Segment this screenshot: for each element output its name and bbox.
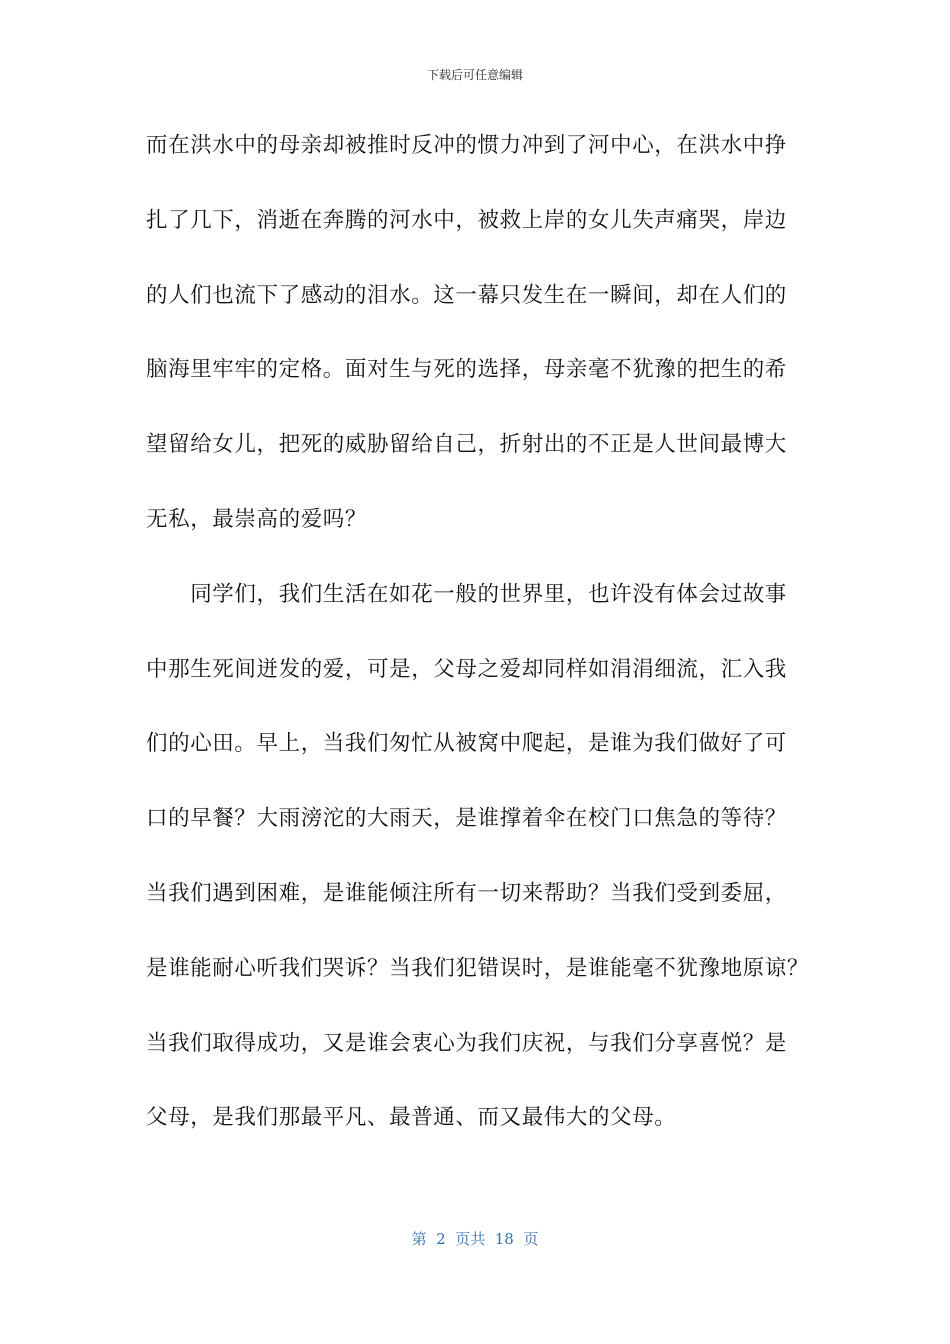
- text-line: 脑海里牢牢的定格。面对生与死的选择，母亲毫不犹豫的把生的希: [146, 357, 787, 383]
- text-line: 当我们遇到困难，是谁能倾注所有一切来帮助？当我们受到委屈，: [146, 880, 787, 906]
- text-line: 扎了几下，消逝在奔腾的河水中，被救上岸的女儿失声痛哭，岸边: [146, 207, 787, 233]
- text-line: 中那生死间迸发的爱，可是，父母之爱却同样如涓涓细流，汇入我: [146, 656, 787, 682]
- page-number-footer: 第 2 页共 18 页: [411, 1230, 539, 1248]
- text-line: 口的早餐？大雨滂沱的大雨天，是谁撑着伞在校门口焦急的等待？: [146, 806, 787, 832]
- document-body: [146, 126, 810, 1173]
- text-line: 的人们也流下了感动的泪水。这一幕只发生在一瞬间，却在人们的: [146, 282, 787, 308]
- page-header: 下载后可任意编辑: [426, 68, 523, 82]
- text-line: 父母，是我们那最平凡、最普通、而又最伟大的父母。: [146, 1105, 677, 1131]
- text-line: 而在洪水中的母亲却被推时反冲的惯力冲到了河中心，在洪水中挣: [146, 133, 787, 158]
- text-line: 当我们取得成功，又是谁会衷心为我们庆祝，与我们分享喜悦？是: [146, 1030, 787, 1056]
- text-line: 望留给女儿，把死的威胁留给自己，折射出的不正是人世间最博大: [146, 432, 787, 458]
- text-line: 同学们，我们生活在如花一般的世界里，也许没有体会过故事: [146, 581, 787, 607]
- text-line: 无私，最崇高的爱吗？: [146, 506, 368, 532]
- text-line: 是谁能耐心听我们哭诉？当我们犯错误时，是谁能毫不犹豫地原谅？: [146, 955, 810, 981]
- text-line: 们的心田。早上，当我们匆忙从被窝中爬起，是谁为我们做好了可: [146, 731, 787, 757]
